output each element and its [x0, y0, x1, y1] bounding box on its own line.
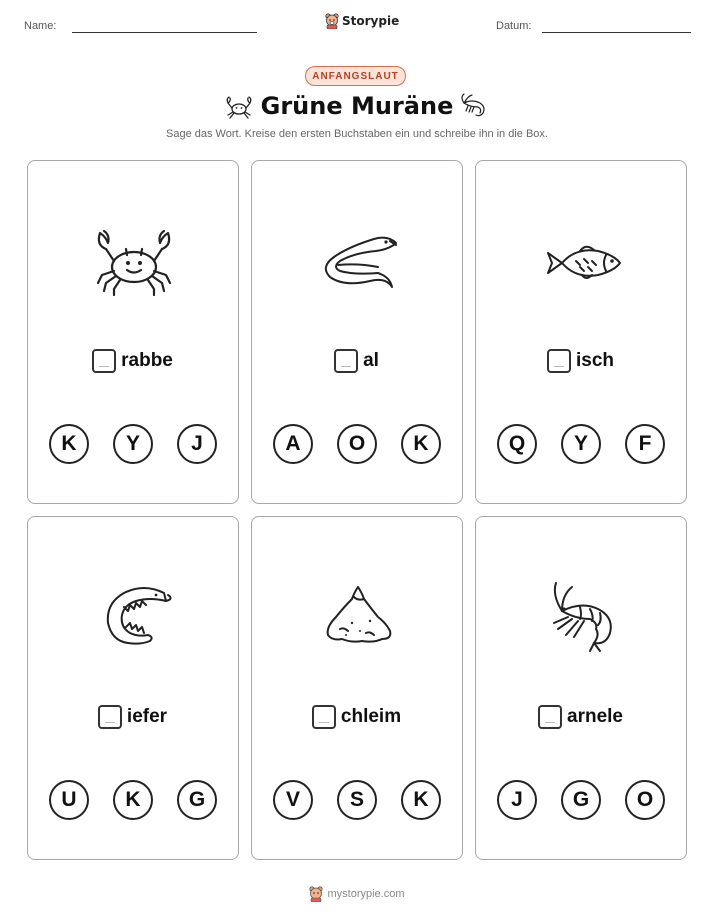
- exercise-card: [27, 160, 239, 504]
- letter-option[interactable]: U: [49, 780, 89, 820]
- letter-option[interactable]: O: [625, 780, 665, 820]
- letter-option[interactable]: O: [337, 424, 377, 464]
- letter-option[interactable]: Q: [497, 424, 537, 464]
- letter-option[interactable]: K: [49, 424, 89, 464]
- word-rest: chleim: [340, 706, 402, 727]
- word-prompt: [252, 349, 461, 373]
- shrimp-icon: [458, 93, 490, 121]
- exercise-card: [251, 160, 463, 504]
- date-line[interactable]: [542, 32, 691, 33]
- word-rest: rabbe: [121, 350, 173, 371]
- shrimp-icon: [532, 579, 632, 659]
- exercise-card: [27, 516, 239, 860]
- crab-icon: [84, 223, 184, 303]
- jaw-icon: [84, 579, 184, 659]
- word-rest: arnele: [567, 706, 623, 727]
- footer-url: mystorypie.com: [327, 888, 405, 900]
- answer-box[interactable]: [334, 349, 358, 373]
- exercise-card: [475, 516, 687, 860]
- answer-box[interactable]: [538, 705, 562, 729]
- letter-option[interactable]: Y: [113, 424, 153, 464]
- letter-option[interactable]: S: [337, 780, 377, 820]
- letter-option[interactable]: F: [625, 424, 665, 464]
- word-prompt: [476, 705, 685, 729]
- word-rest: al: [363, 350, 379, 371]
- word-prompt: [252, 705, 461, 729]
- letter-option[interactable]: J: [497, 780, 537, 820]
- word-prompt: [28, 705, 237, 729]
- letter-option[interactable]: G: [561, 780, 601, 820]
- answer-box[interactable]: [92, 349, 116, 373]
- fish-icon: [532, 223, 632, 303]
- answer-box[interactable]: [98, 705, 122, 729]
- word-rest: iefer: [126, 706, 168, 727]
- topic-badge: ANFANGSLAUT: [305, 66, 406, 86]
- slime-icon: [308, 579, 408, 659]
- letter-option[interactable]: J: [177, 424, 217, 464]
- page-title: Grüne Muräne: [260, 92, 454, 120]
- name-label: Name:: [24, 20, 57, 32]
- letter-option[interactable]: K: [401, 780, 441, 820]
- brand-logo: [325, 13, 399, 29]
- date-label: Datum:: [496, 20, 532, 32]
- eel-icon: [308, 223, 408, 303]
- exercise-card: [251, 516, 463, 860]
- crab-icon: [224, 93, 254, 121]
- brand-name: Storypie: [342, 14, 400, 28]
- word-prompt: [28, 349, 237, 373]
- answer-box[interactable]: [312, 705, 336, 729]
- letter-option[interactable]: V: [273, 780, 313, 820]
- word-prompt: [476, 349, 685, 373]
- exercise-card: [475, 160, 687, 504]
- word-rest: isch: [575, 350, 615, 371]
- footer: [0, 886, 714, 902]
- bear-icon: [325, 13, 339, 29]
- letter-option[interactable]: K: [401, 424, 441, 464]
- bear-icon: [309, 886, 323, 902]
- letter-option[interactable]: A: [273, 424, 313, 464]
- letter-option[interactable]: G: [177, 780, 217, 820]
- instructions: Sage das Wort. Kreise den ersten Buchstaben ein und schreibe ihn in die Box.: [166, 128, 548, 140]
- name-line[interactable]: [72, 32, 257, 33]
- letter-option[interactable]: K: [113, 780, 153, 820]
- letter-option[interactable]: Y: [561, 424, 601, 464]
- answer-box[interactable]: [547, 349, 571, 373]
